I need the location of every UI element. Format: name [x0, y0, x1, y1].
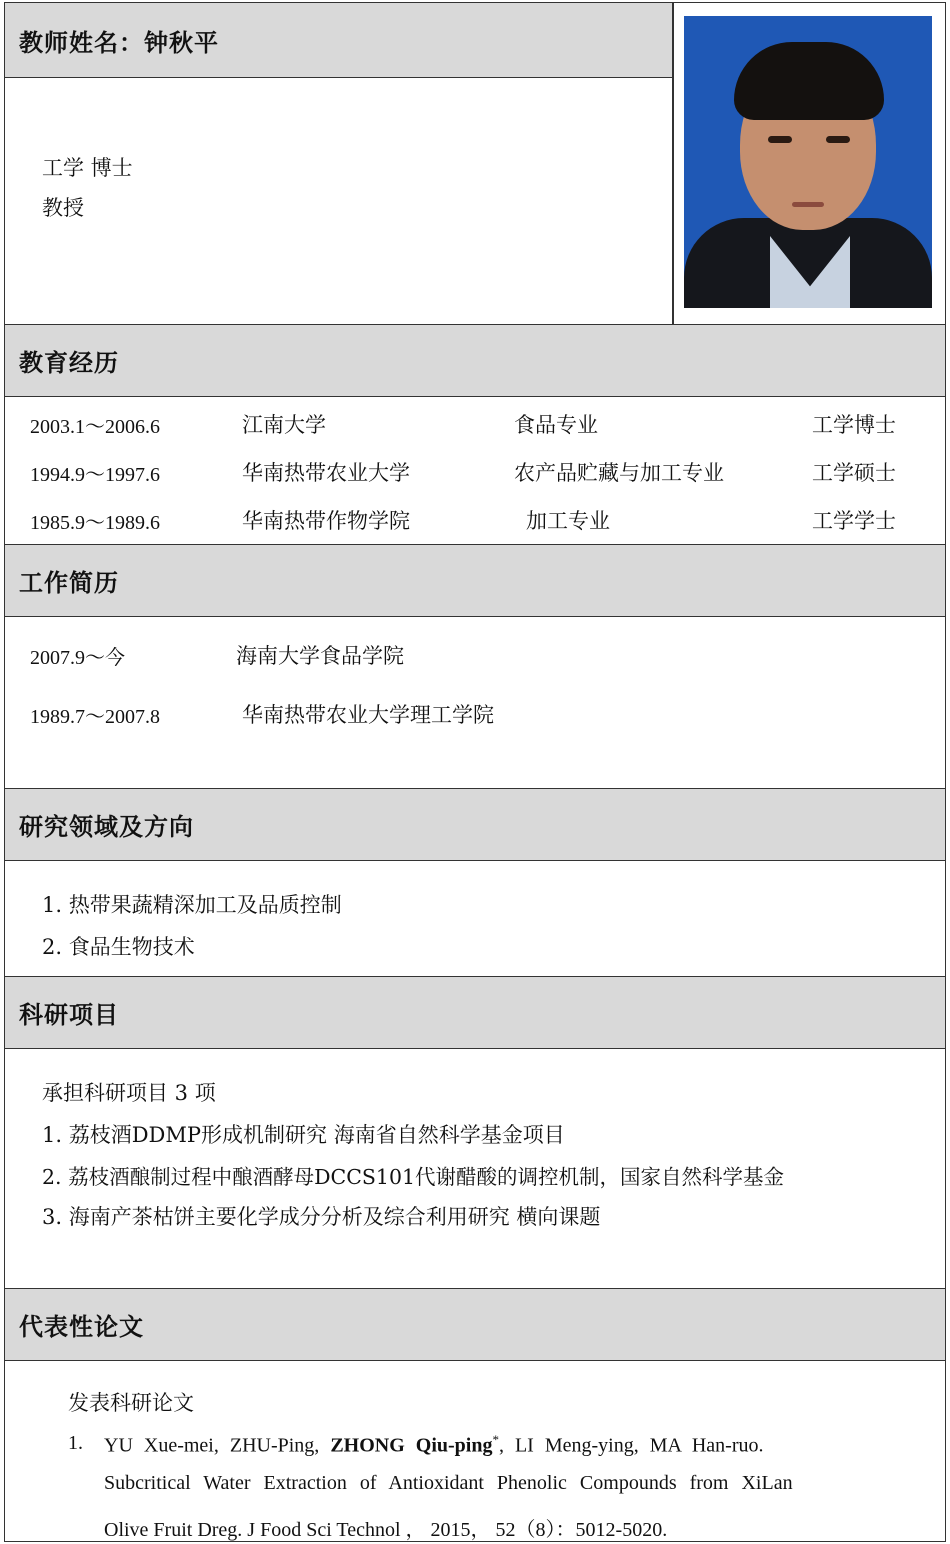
project-item-2: 2. 荔枝酒酿制过程中酿酒酵母DCCS101代谢醋酸的调控机制，国家自然科学基金 — [42, 1165, 785, 1189]
title-text: 教授 — [42, 196, 84, 220]
photo-divider — [672, 2, 674, 325]
work-org-1: 海南大学食品学院 — [236, 644, 404, 668]
name-heading: 教师姓名：钟秋平 — [4, 2, 674, 78]
project-item-1: 1. 荔枝酒DDMP形成机制研究 海南省自然科学基金项目 — [42, 1123, 565, 1147]
paper-1-author-bold: ZHONG Qiu-ping — [330, 1434, 493, 1457]
paper-1-line3: Olive Fruit Dreg. J Food Sci Technol ， 2015， 52（8）：5012-5020. — [104, 1519, 668, 1541]
edu-degree-3: 工学学士 — [812, 509, 896, 533]
research-item-1: 1. 热带果蔬精深加工及品质控制 — [42, 893, 342, 917]
papers-heading: 代表性论文 — [4, 1289, 946, 1361]
edu-major-3: 加工专业 — [526, 509, 610, 533]
paper-1-authors-pre: YU Xue-mei, ZHU-Ping, — [104, 1434, 331, 1457]
edu-major-2: 农产品贮藏与加工专业 — [514, 461, 724, 485]
papers-intro: 发表科研论文 — [68, 1391, 194, 1415]
edu-degree-2: 工学硕士 — [812, 461, 896, 485]
paper-1-corresponding-mark: * — [492, 1432, 499, 1447]
projects-heading: 科研项目 — [4, 977, 946, 1049]
research-heading: 研究领域及方向 — [4, 789, 946, 861]
edu-period-1: 2003.1～2006.6 — [30, 416, 160, 438]
edu-school-1: 江南大学 — [242, 413, 326, 437]
edu-school-2: 华南热带农业大学 — [242, 461, 410, 485]
research-item-2: 2. 食品生物技术 — [42, 935, 195, 959]
portrait-photo — [684, 16, 932, 308]
project-item-3: 3. 海南产茶枯饼主要化学成分分析及综合利用研究 横向课题 — [42, 1205, 601, 1229]
edu-degree-1: 工学博士 — [812, 413, 896, 437]
paper-num-1: 1. — [68, 1432, 83, 1454]
education-heading: 教育经历 — [4, 325, 946, 397]
work-period-2: 1989.7～2007.8 — [30, 706, 160, 728]
edu-school-3: 华南热带作物学院 — [242, 509, 410, 533]
edu-period-3: 1985.9～1989.6 — [30, 512, 160, 534]
edu-major-1: 食品专业 — [514, 413, 598, 437]
edu-period-2: 1994.9～1997.6 — [30, 464, 160, 486]
degree-text: 工学 博士 — [42, 156, 133, 180]
projects-intro: 承担科研项目 3 项 — [42, 1081, 216, 1105]
work-heading: 工作简历 — [4, 545, 946, 617]
paper-1-authors-post: , LI Meng-ying, MA Han-ruo. — [498, 1434, 764, 1457]
work-period-1: 2007.9～今 — [30, 647, 125, 669]
paper-1-line1 — [104, 1432, 764, 1458]
paper-1-line2: Subcritical Water Extraction of Antioxidant Phenolic Compounds from XiLan — [104, 1472, 793, 1494]
work-org-2: 华南热带农业大学理工学院 — [242, 703, 494, 727]
